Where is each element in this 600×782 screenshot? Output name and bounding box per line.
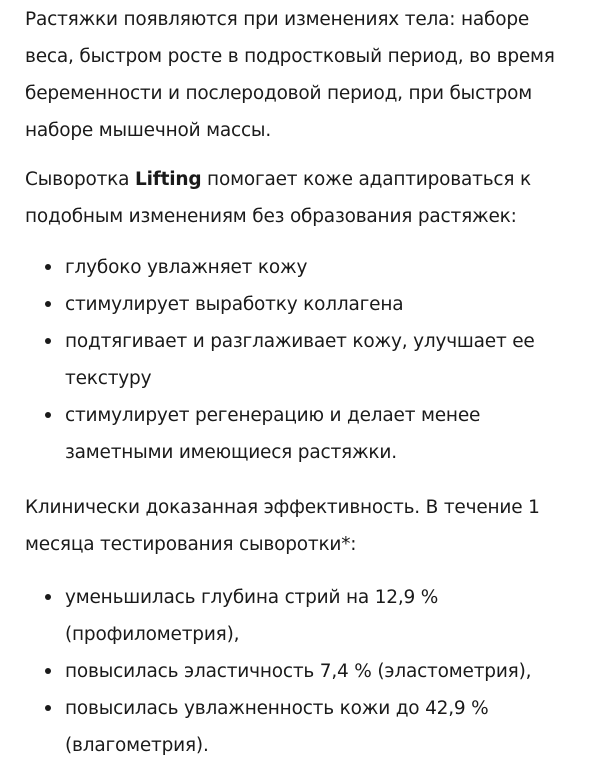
brand-name: Lifting bbox=[134, 169, 202, 190]
list-item: глубоко увлажняет кожу bbox=[65, 249, 578, 286]
clinical-paragraph: Клинически доказанная эффективность. В течение 1 месяца тестирования сыворотки*: bbox=[25, 497, 540, 555]
results-list bbox=[25, 579, 578, 764]
list-item: стимулирует регенерацию и делает менее заметными имеющиеся растяжки. bbox=[65, 397, 578, 471]
serum-paragraph bbox=[25, 161, 578, 235]
serum-text-before: Сыворотка bbox=[25, 169, 135, 190]
list-item: повысилась эластичность 7,4 % (эластометрия), bbox=[65, 653, 578, 690]
list-item: стимулирует выработку коллагена bbox=[65, 286, 578, 323]
list-item: уменьшилась глубина стрий на 12,9 % (профилометрия), bbox=[65, 579, 578, 653]
list-item: подтягивает и разглаживает кожу, улучшает ее текстуру bbox=[65, 323, 578, 397]
intro-paragraph: Растяжки появляются при изменениях тела: наборе веса, быстром росте в подростковый период, во время беременности и послеродовой период, при быстром наборе мышечной массы. bbox=[25, 9, 555, 141]
list-item: повысилась увлажненность кожи до 42,9 % (влагометрия). bbox=[65, 690, 578, 764]
serum-text-after: помогает коже адаптироваться к подобным изменениям без образования растяжек: bbox=[25, 169, 531, 227]
benefits-list bbox=[25, 249, 578, 471]
